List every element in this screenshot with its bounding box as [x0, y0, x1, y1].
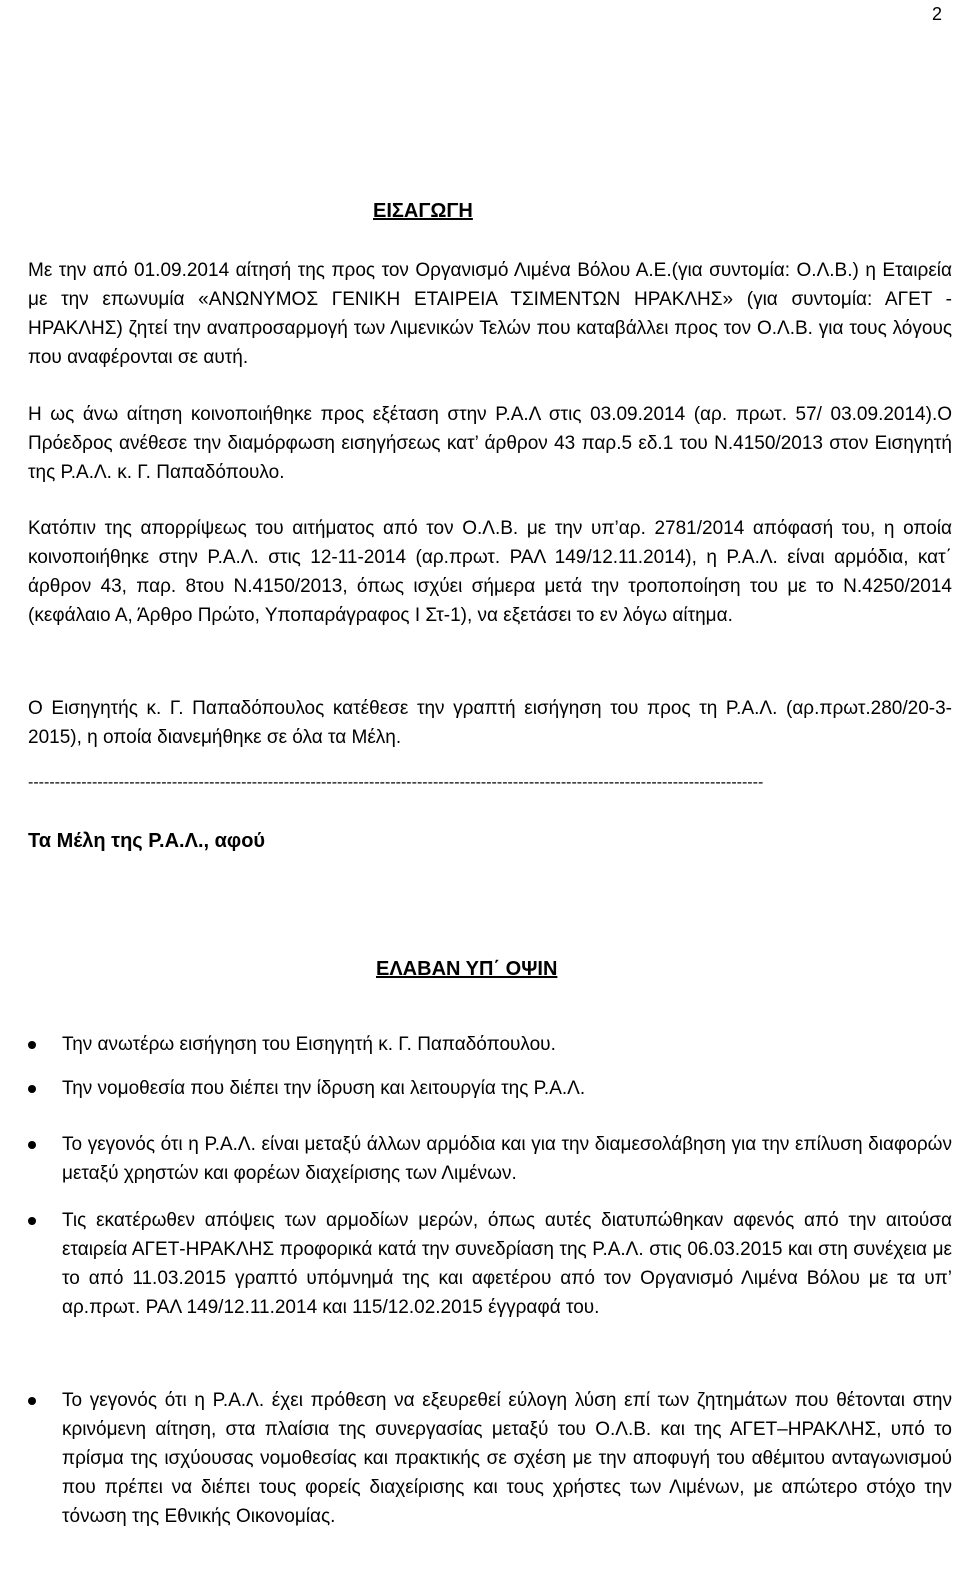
bullet-icon — [28, 1217, 36, 1225]
list-item-text: Τις εκατέρωθεν απόψεις των αρμοδίων μερών, όπως αυτές διατυπώθηκαν αφενός από την αιτούσα εταιρεία ΑΓΕΤ-ΗΡΑΚΛΗΣ προφορικά κατά την συνεδρίαση της Ρ.Α.Λ. στις 06.03.2015 και στη συνέχεια με το από 11.03.2015 γραπτό υπόμνημά της και αφετέρου από τον Οργανισμό Λιμένα Βόλου με τα υπ’ αρ.πρωτ. ΡΑΛ 149/12.11.2014 και 115/12.02.2015 έγγραφά του. — [62, 1210, 952, 1318]
list-item — [28, 1130, 952, 1188]
bullet-icon — [28, 1041, 36, 1049]
intro-paragraph-3: Κατόπιν της απορρίψεως του αιτήματος από τον Ο.Λ.Β. με την υπ’αρ. 2781/2014 απόφασή του, η οποία κοινοποιήθηκε στην Ρ.Α.Λ. στις 12-11-2014 (αρ.πρωτ. ΡΑΛ 149/12.11.2014), η Ρ.Α.Λ. είναι αρμόδια, κατ΄ άρθρον 43, παρ. 8του Ν.4150/2013, όπως ισχύει σήμερα μετά την τροποποίηση του με το Ν.4250/2014 (κεφάλαιο Α, Άρθρο Πρώτο, Υποπαράγραφος Ι Στ-1), να εξετάσει το εν λόγω αίτημα. — [28, 518, 952, 626]
page-number: 2 — [931, 4, 942, 24]
list-item — [28, 1030, 952, 1059]
intro-paragraph-2: Η ως άνω αίτηση κοινοποιήθηκε προς εξέταση στην Ρ.Α.Λ στις 03.09.2014 (αρ. πρωτ. 57/ 03.09.2014).Ο Πρόεδρος ανέθεσε την διαμόρφωση εισηγήσεως κατ’ άρθρον 43 παρ.5 εδ.1 του Ν.4150/2013 στον Εισηγητή της Ρ.Α.Λ. κ. Γ. Παπαδόπουλο. — [28, 404, 952, 483]
list-item — [28, 1206, 952, 1322]
bullet-icon — [28, 1085, 36, 1093]
bullet-icon — [28, 1141, 36, 1149]
separator-line: ------------------------------------------------------------------------------------------------------------------------------------------ — [28, 774, 764, 791]
section-heading-introduction: ΕΙΣΑΓΩΓΗ — [373, 200, 473, 222]
list-item — [28, 1074, 952, 1103]
intro-paragraph-1: Με την από 01.09.2014 αίτησή της προς τον Οργανισμό Λιμένα Βόλου Α.Ε.(για συντομία: Ο.Λ.Β.) η Εταιρεία με την επωνυμία «ΑΝΩΝΥΜΟΣ ΓΕΝΙΚΗ ΕΤΑΙΡΕΙΑ ΤΣΙΜΕΝΤΩΝ ΗΡΑΚΛΗΣ» (για συντομία: ΑΓΕΤ - ΗΡΑΚΛΗΣ) ζητεί την αναπροσαρμογή των Λιμενικών Τελών που καταβάλλει προς τον Ο.Λ.Β. για τους λόγους που αναφέρονται σε αυτή. — [28, 260, 952, 368]
list-item-text: Την ανωτέρω εισήγηση του Εισηγητή κ. Γ. Παπαδόπουλου. — [62, 1034, 556, 1055]
list-item-text: Το γεγονός ότι η Ρ.Α.Λ. είναι μεταξύ άλλων αρμόδια και για την διαμεσολάβηση για την επίλυση διαφορών μεταξύ χρηστών και φορέων διαχείρισης των Λιμένων. — [62, 1134, 952, 1184]
bullet-icon — [28, 1397, 36, 1405]
section-heading-took-into-account: ΕΛΑΒΑΝ ΥΠ΄ ΟΨΙΝ — [376, 958, 558, 980]
intro-paragraph-4: Ο Εισηγητής κ. Γ. Παπαδόπουλος κατέθεσε την γραπτή εισήγηση του προς τη Ρ.Α.Λ. (αρ.πρωτ.280/20-3-2015), η οποία διανεμήθηκε σε όλα τα Μέλη. — [28, 698, 952, 748]
list-item-text: Την νομοθεσία που διέπει την ίδρυση και λειτουργία της Ρ.Α.Λ. — [62, 1078, 586, 1099]
list-item — [28, 1386, 952, 1531]
members-line: Τα Μέλη της Ρ.Α.Λ., αφού — [28, 830, 266, 852]
list-item-text: Το γεγονός ότι η Ρ.Α.Λ. έχει πρόθεση να εξευρεθεί εύλογη λύση επί των ζητημάτων που θέτονται στην κρινόμενη αίτηση, στα πλαίσια της συνεργασίας μεταξύ του Ο.Λ.Β. και της ΑΓΕΤ–ΗΡΑΚΛΗΣ, υπό το πρίσμα της ισχύουσας νομοθεσίας και πρακτικής σε σχέση με την αποφυγή του αθέμιτου ανταγωνισμού που πρέπει να διέπει τους φορείς διαχείρισης και τους χρήστες των Λιμένων, με απώτερο στόχο την τόνωση της Εθνικής Οικονομίας. — [62, 1390, 952, 1527]
